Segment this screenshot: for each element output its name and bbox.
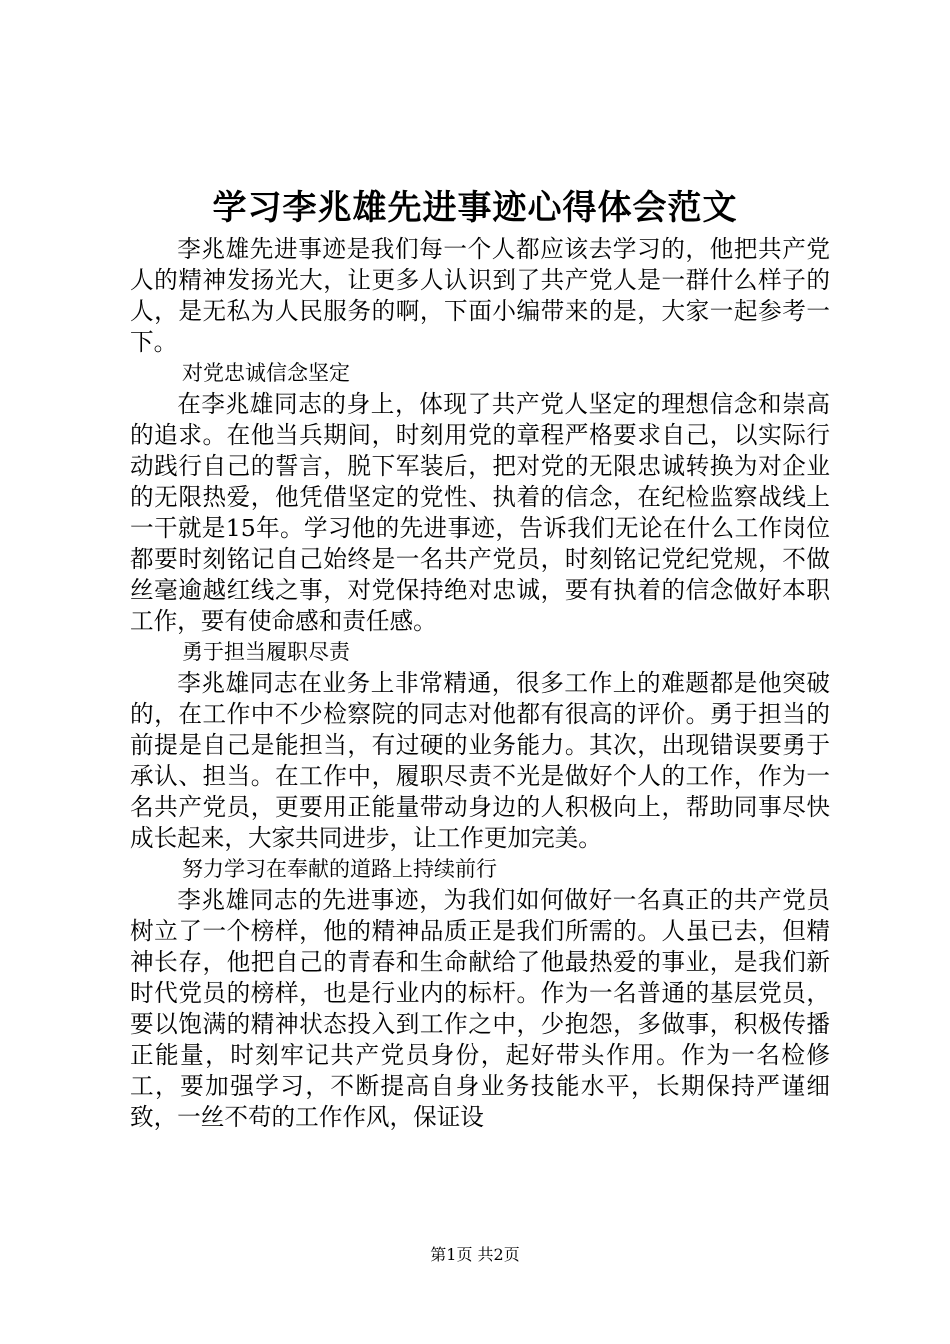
page-number-footer: 第1页 共2页: [430, 1245, 520, 1264]
section-body-loyalty: 在李兆雄同志的身上，体现了共产党人坚定的理想信念和崇高的追求。在他当兵期间，时刻用党的章程严格要求自己，以实际行动践行自己的誓言，脱下军装后，把对党的无限忠诚转换为对企业的无限热爱，他凭借坚定的党性、执着的信念，在纪检监察战线上一干就是15年。学习他的先进事迹，告诉我们无论在什么工作岗位都要时刻铭记自己始终是一名共产党员，时刻铭记党纪党规，不做丝毫逾越红线之事，对党保持绝对忠诚，要有执着的信念做好本职工作，要有使命感和责任感。: [130, 390, 830, 635]
section-heading-responsibility: 勇于担当履职尽责: [182, 640, 350, 664]
document-body: [130, 234, 830, 1133]
document-title: 学习李兆雄先进事迹心得体会范文: [212, 188, 738, 228]
section-heading-dedication: 努力学习在奉献的道路上持续前行: [182, 857, 497, 881]
section-heading-loyalty: 对党忠诚信念坚定: [182, 361, 350, 385]
intro-paragraph: 李兆雄先进事迹是我们每一个人都应该去学习的，他把共产党人的精神发扬光大，让更多人认识到了共产党人是一群什么样子的人，是无私为人民服务的啊，下面小编带来的是，大家一起参考一下。: [130, 235, 830, 356]
section-body-dedication: 李兆雄同志的先进事迹，为我们如何做好一名真正的共产党员树立了一个榜样，他的精神品质正是我们所需的。人虽已去，但精神长存，他把自己的青春和生命献给了他最热爱的事业，是我们新时代党员的榜样，也是行业内的标杆。作为一名普通的基层党员，要以饱满的精神状态投入到工作之中，少抱怨，多做事，积极传播正能量，时刻牢记共产党员身份，起好带头作用。作为一名检修工，要加强学习，不断提高自身业务技能水平，长期保持严谨细致，一丝不苟的工作作风，保证设: [130, 886, 830, 1131]
section-body-responsibility: 李兆雄同志在业务上非常精通，很多工作上的难题都是他突破的，在工作中不少检察院的同志对他都有很高的评价。勇于担当的前提是自己是能担当，有过硬的业务能力。其次，出现错误要勇于承认、担当。在工作中，履职尽责不光是做好个人的工作，作为一名共产党员，更要用正能量带动身边的人积极向上，帮助同事尽快成长起来，大家共同进步，让工作更加完美。: [130, 669, 830, 852]
